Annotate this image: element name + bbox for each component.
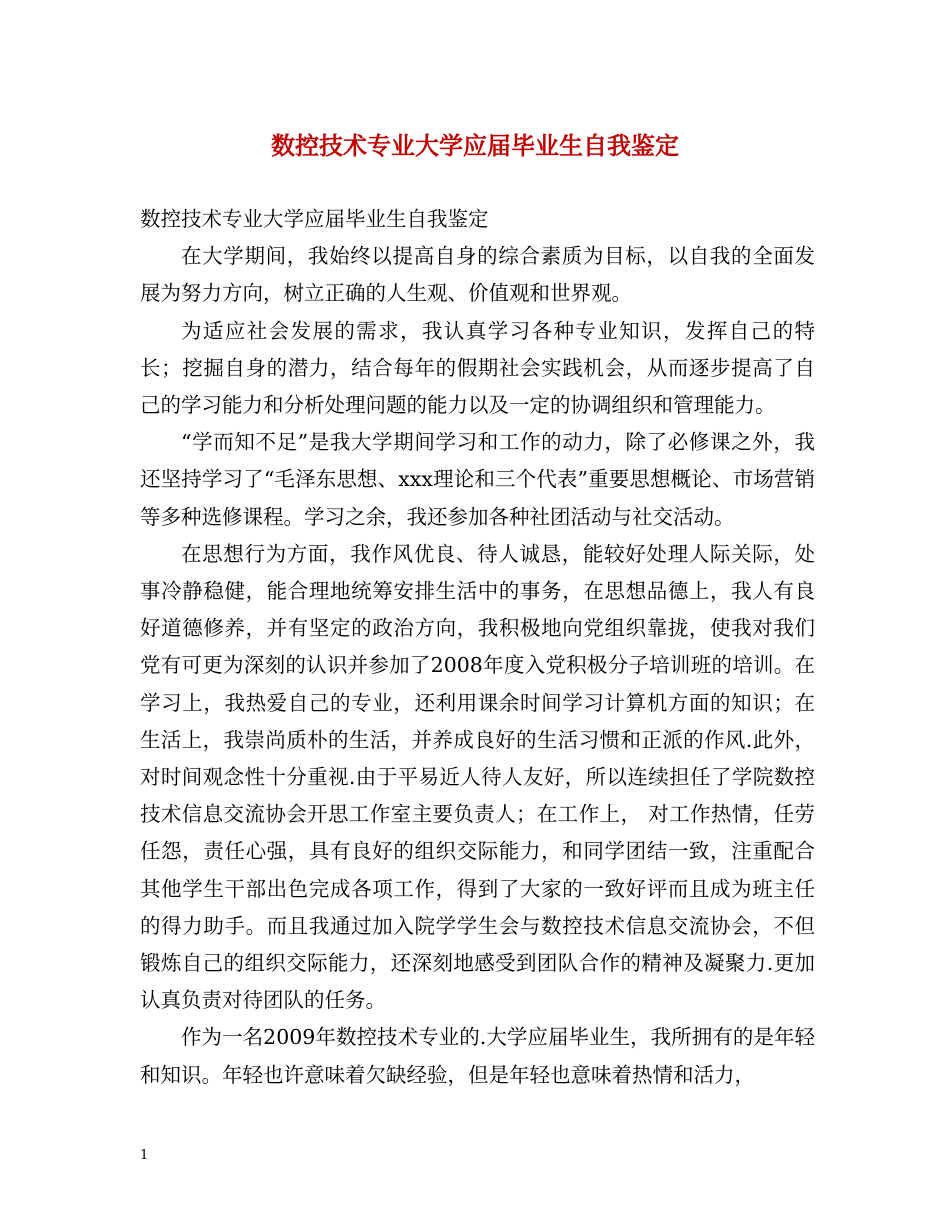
document-title: 数控技术专业大学应届毕业生自我鉴定 xyxy=(271,131,679,160)
paragraph: “学而知不足”是我大学期间学习和工作的动力，除了必修课之外，我还坚持学习了“毛泽东思想、xxx理论和三个代表”重要思想概论、市场营销等多种选修课程。学习之余，我还参加各种社团活动与社交活动。 xyxy=(140,430,815,529)
paragraph-subtitle: 数控技术专业大学应届毕业生自我鉴定 xyxy=(140,207,489,231)
paragraph: 作为一名2009年数控技术专业的.大学应届毕业生，我所拥有的是年轻和知识。年轻也许意味着欠缺经验，但是年轻也意味着热情和活力， xyxy=(140,1025,815,1087)
paragraph: 为适应社会发展的需求，我认真学习各种专业知识，发挥自己的特长；挖掘自身的潜力，结合每年的假期社会实践机会，从而逐步提高了自己的学习能力和分析处理问题的能力以及一定的协调组织和管理能力。 xyxy=(140,318,815,418)
paragraph: 在思想行为方面，我作风优良、待人诚恳，能较好处理人际关际，处事冷静稳健，能合理地统筹安排生活中的事务，在思想品德上，我人有良好道德修养，并有坚定的政治方向，我积极地向党组织靠拢，使我对我们党有可更为深刻的认识并参加了2008年度入党积极分子培训班的培训。在学习上，我热爱自己的专业，还利用课余时间学习计算机方面的知识；在生活上，我崇尚质朴的生活，并养成良好的生活习惯和正派的作风.此外，对时间观念性十分重视.由于平易近人待人友好，所以连续担任了学院数控技术信息交流协会开思工作室主要负责人；在工作上， 对工作热情，任劳任怨，责任心强，具有良好的组织交际能力，和同学团结一致，注重配合其他学生干部出色完成各项工作，得到了大家的一致好评而且成为班主任的得力助手。而且我通过加入院学学生会与数控技术信息交流协会，不但锻炼自己的组织交际能力，还深刻地感受到团队合作的精神及凝聚力.更加认真负责对待团队的任务。 xyxy=(140,541,815,1013)
page-number: 1 xyxy=(140,1148,149,1163)
document-body xyxy=(140,201,815,1094)
paragraph: 在大学期间，我始终以提高自身的综合素质为目标，以自我的全面发展为努力方向，树立正确的人生观、价值观和世界观。 xyxy=(140,244,815,306)
